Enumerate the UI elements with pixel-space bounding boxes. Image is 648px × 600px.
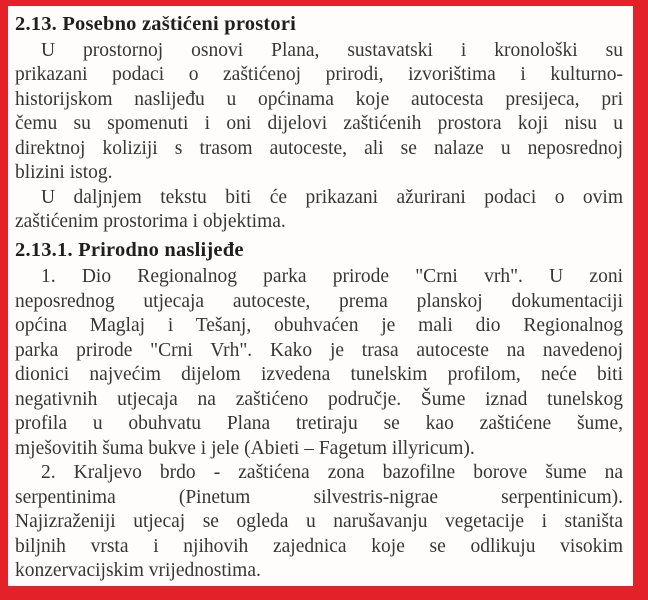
text-line: biljnih vrsta i njihovih zajednica koje se odlikuju visokim: [15, 535, 623, 557]
subsection-heading: 2.13.1. Prirodno naslijeđe: [15, 238, 244, 261]
section-heading: 2.13. Posebno zaštićeni prostori: [15, 13, 297, 35]
text-line: U daljnjem tekstu biti će prikazani ažurirani podaci o ovim: [41, 186, 623, 208]
text-line: 2. Kraljevo brdo - zaštićena zona bazofilne borove šume na: [41, 462, 623, 483]
text-line: U prostornoj osnovi Plana, sustavatski i kronološki su: [41, 39, 623, 61]
text-line: općina Maglaj i Tešanj, obuhvaćen je mali dio Regionalnog: [15, 315, 623, 336]
text-line: historijskom naslijeđu u općinama koje autocesta presijeca, pri: [15, 88, 623, 110]
paragraph: [15, 186, 623, 235]
text-line: zaštićenim prostorima i objektima.: [15, 211, 286, 232]
text-line: 1. Dio Regionalnog parka prirode "Crni vrh". U zoni: [41, 266, 623, 287]
text-line: konzervacijskim vrijednostima.: [15, 560, 261, 581]
text-line: negativnih utjecaja na zaštićeno područje. Šume iznad tunelskog: [15, 388, 623, 410]
paragraph: [15, 39, 623, 186]
text-line: direktnoj koliziji s trasom autoceste, ali se nalaze u neposrednoj: [15, 137, 623, 159]
text-line: blizini istog.: [15, 162, 113, 183]
text-line: serpentinima (Pinetum silvestris-nigrae serpentinicum).: [15, 486, 623, 508]
text-line: čemu su spomenuti i oni dijelovi zaštićenih prostora koji nisu u: [15, 113, 623, 134]
paragraph: [15, 461, 623, 584]
text-line: parka prirode "Crni Vrh". Kako je trasa autoceste na navedenoj: [15, 339, 623, 361]
text-line: neposrednog utjecaja autoceste, prema planskoj dokumentaciji: [15, 290, 623, 312]
text-line: dionici najvećim dijelom izvedena tunelskim profilom, neće biti: [15, 364, 623, 385]
text-line: profila u obuhvatu Plana tretiraju se kao zaštićene šume,: [15, 413, 623, 434]
text-line: Najizraženiji utjecaj se ogleda u narušavanju vegetacije i staništa: [15, 511, 623, 532]
text-line: prikazani podaci o zaštićenoj prirodi, izvorištima i kulturno-: [15, 64, 623, 85]
text-line: mješovitih šuma bukve i jele (Abieti – Fagetum illyricum).: [15, 437, 475, 459]
document-page: [8, 6, 633, 586]
paragraph: [15, 265, 623, 461]
